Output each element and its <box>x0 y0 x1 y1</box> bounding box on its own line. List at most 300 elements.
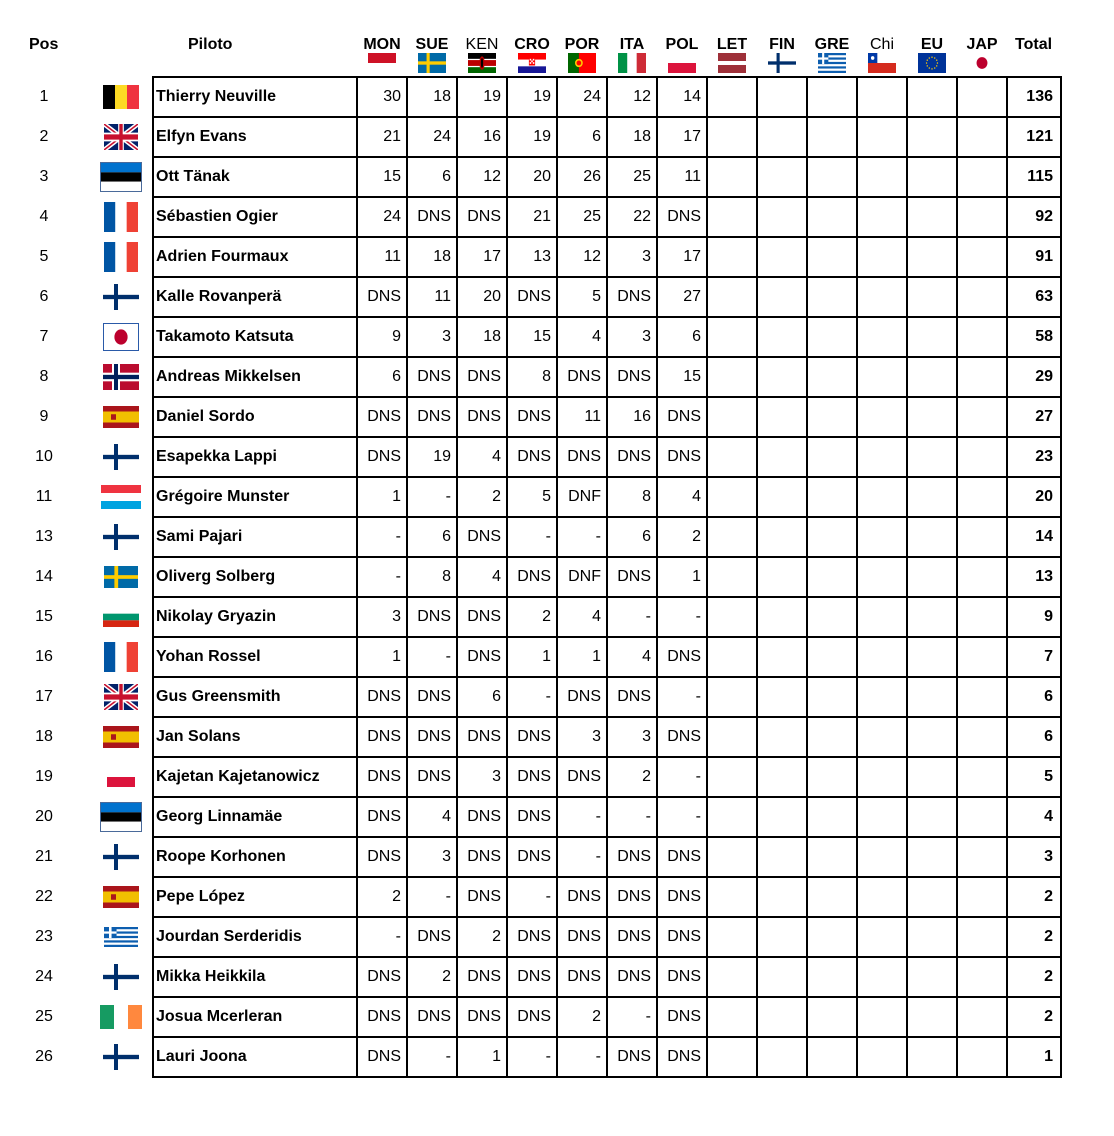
result-cell-ita: DNS <box>617 568 651 585</box>
result-cell-por: 2 <box>592 1008 601 1025</box>
finland-flag-icon <box>103 284 139 310</box>
result-cell-let <box>707 237 751 277</box>
result-cell-gre <box>807 77 851 117</box>
table-row <box>0 357 1114 397</box>
result-cell-let <box>707 397 751 437</box>
result-cell-sue: 8 <box>442 568 451 585</box>
result-cell-let <box>707 917 751 957</box>
result-cell-ken: DNS <box>467 208 501 225</box>
result-cell-let <box>707 957 751 997</box>
driver-name: Pepe López <box>156 888 245 905</box>
row-position: 17 <box>35 688 53 705</box>
result-cell-ken: 17 <box>483 248 501 265</box>
result-cell-cro: DNS <box>517 1008 551 1025</box>
result-cell-jap <box>957 317 1001 357</box>
row-position: 18 <box>35 728 53 745</box>
finland-flag-icon <box>103 444 139 470</box>
result-cell-chi <box>857 477 901 517</box>
row-position: 24 <box>35 968 53 985</box>
driver-name: Adrien Fourmaux <box>156 248 289 265</box>
result-cell-let <box>707 557 751 597</box>
result-cell-jap <box>957 917 1001 957</box>
result-cell-ita: - <box>645 608 651 625</box>
finland-flag-icon <box>103 1044 139 1070</box>
result-cell-chi <box>857 1037 901 1077</box>
poland-flag-icon <box>107 767 135 787</box>
result-cell-let <box>707 357 751 397</box>
result-cell-eu <box>907 517 951 557</box>
result-cell-mon: 6 <box>392 368 401 385</box>
table-row <box>0 1037 1114 1077</box>
result-cell-jap <box>957 397 1001 437</box>
result-cell-jap <box>957 717 1001 757</box>
result-cell-chi <box>857 397 901 437</box>
result-cell-por: DNS <box>567 888 601 905</box>
result-cell-ita: DNS <box>617 888 651 905</box>
total-points: 14 <box>1035 528 1053 545</box>
result-cell-por: DNS <box>567 688 601 705</box>
row-position: 25 <box>35 1008 53 1025</box>
result-cell-por: 26 <box>583 168 601 185</box>
sweden-flag-icon <box>418 53 446 73</box>
result-cell-ita: DNS <box>617 368 651 385</box>
result-cell-ken: 1 <box>492 1048 501 1065</box>
result-cell-jap <box>957 437 1001 477</box>
result-cell-cro: - <box>545 888 551 905</box>
result-cell-jap <box>957 677 1001 717</box>
table-row <box>0 997 1114 1037</box>
result-cell-fin <box>757 757 801 797</box>
result-cell-jap <box>957 637 1001 677</box>
finland-flag-icon <box>103 844 139 870</box>
result-cell-eu <box>907 197 951 237</box>
result-cell-ita: 12 <box>633 88 651 105</box>
result-cell-ken: 20 <box>483 288 501 305</box>
result-cell-pol: 17 <box>683 128 701 145</box>
result-cell-jap <box>957 597 1001 637</box>
result-cell-sue: 4 <box>442 808 451 825</box>
result-cell-por: DNS <box>567 928 601 945</box>
result-cell-chi <box>857 877 901 917</box>
result-cell-pol: DNS <box>667 1008 701 1025</box>
row-position: 10 <box>35 448 53 465</box>
driver-name: Kalle Rovanperä <box>156 288 282 305</box>
estonia-flag-icon <box>100 802 142 832</box>
result-cell-ita: 18 <box>633 128 651 145</box>
result-cell-ken: DNS <box>467 728 501 745</box>
result-cell-ita: 3 <box>642 328 651 345</box>
result-cell-jap <box>957 557 1001 597</box>
result-cell-jap <box>957 757 1001 797</box>
result-cell-sue: DNS <box>417 608 451 625</box>
result-cell-let <box>707 517 751 557</box>
result-cell-pol: - <box>695 808 701 825</box>
driver-name: Andreas Mikkelsen <box>156 368 301 385</box>
chile-flag-icon <box>868 53 896 73</box>
total-points: 29 <box>1035 368 1053 385</box>
table-row <box>0 157 1114 197</box>
result-cell-chi <box>857 637 901 677</box>
header-rally-cro: CRO <box>514 36 550 53</box>
result-cell-sue: 18 <box>433 248 451 265</box>
result-cell-fin <box>757 237 801 277</box>
result-cell-jap <box>957 277 1001 317</box>
result-cell-eu <box>907 357 951 397</box>
result-cell-cro: 13 <box>533 248 551 265</box>
result-cell-eu <box>907 717 951 757</box>
row-position: 22 <box>35 888 53 905</box>
result-cell-por: - <box>595 848 601 865</box>
row-position: 3 <box>39 168 49 185</box>
driver-name: Roope Korhonen <box>156 848 286 865</box>
row-position: 8 <box>39 368 49 385</box>
result-cell-fin <box>757 397 801 437</box>
result-cell-pol: DNS <box>667 848 701 865</box>
result-cell-let <box>707 477 751 517</box>
result-cell-mon: 11 <box>384 248 401 265</box>
result-cell-mon: DNS <box>367 728 401 745</box>
result-cell-jap <box>957 157 1001 197</box>
row-position: 23 <box>35 928 53 945</box>
header-rally-mon: MON <box>363 36 401 53</box>
result-cell-gre <box>807 517 851 557</box>
united-kingdom-flag-icon <box>104 124 138 150</box>
france-flag-icon <box>104 242 138 272</box>
driver-name: Georg Linnamäe <box>156 808 283 825</box>
result-cell-cro: 5 <box>542 488 551 505</box>
result-cell-eu <box>907 757 951 797</box>
result-cell-ita: DNS <box>617 288 651 305</box>
result-cell-mon: DNS <box>367 768 401 785</box>
result-cell-let <box>707 77 751 117</box>
result-cell-chi <box>857 357 901 397</box>
result-cell-pol: DNS <box>667 968 701 985</box>
total-points: 92 <box>1035 208 1053 225</box>
table-row <box>0 397 1114 437</box>
driver-name: Jourdan Serderidis <box>156 928 302 945</box>
result-cell-mon: DNS <box>367 968 401 985</box>
finland-flag-icon <box>768 53 796 73</box>
result-cell-cro: DNS <box>517 848 551 865</box>
result-cell-gre <box>807 477 851 517</box>
result-cell-por: 4 <box>592 328 601 345</box>
result-cell-cro: 21 <box>533 208 551 225</box>
result-cell-ken: 2 <box>492 928 501 945</box>
result-cell-chi <box>857 277 901 317</box>
result-cell-sue: 3 <box>442 328 451 345</box>
result-cell-chi <box>857 917 901 957</box>
row-position: 6 <box>39 288 49 305</box>
result-cell-ita: DNS <box>617 448 651 465</box>
result-cell-ita: DNS <box>617 928 651 945</box>
header-driver: Piloto <box>188 36 233 53</box>
result-cell-gre <box>807 277 851 317</box>
row-position: 4 <box>39 208 49 225</box>
total-points: 91 <box>1035 248 1053 265</box>
header-rally-ken: KEN <box>465 36 499 53</box>
driver-name: Elfyn Evans <box>156 128 247 145</box>
driver-name: Thierry Neuville <box>156 88 277 105</box>
result-cell-mon: - <box>395 568 401 585</box>
result-cell-ita: - <box>645 1008 651 1025</box>
row-position: 5 <box>39 248 49 265</box>
result-cell-let <box>707 597 751 637</box>
result-cell-sue: 11 <box>434 288 451 305</box>
result-cell-gre <box>807 397 851 437</box>
result-cell-cro: DNS <box>517 928 551 945</box>
total-points: 2 <box>1044 1008 1053 1025</box>
result-cell-por: - <box>595 528 601 545</box>
result-cell-let <box>707 117 751 157</box>
result-cell-por: DNF <box>568 568 601 585</box>
result-cell-chi <box>857 437 901 477</box>
result-cell-jap <box>957 957 1001 997</box>
result-cell-jap <box>957 77 1001 117</box>
result-cell-gre <box>807 637 851 677</box>
spain-flag-icon <box>103 406 139 428</box>
result-cell-fin <box>757 637 801 677</box>
driver-name: Esapekka Lappi <box>156 448 277 465</box>
result-cell-por: DNS <box>567 448 601 465</box>
result-cell-chi <box>857 957 901 997</box>
result-cell-pol: DNS <box>667 1048 701 1065</box>
result-cell-ken: 2 <box>492 488 501 505</box>
result-cell-let <box>707 197 751 237</box>
greece-flag-icon <box>104 927 138 947</box>
result-cell-let <box>707 717 751 757</box>
result-cell-sue: 24 <box>433 128 451 145</box>
table-row <box>0 717 1114 757</box>
result-cell-ken: 3 <box>492 768 501 785</box>
result-cell-jap <box>957 517 1001 557</box>
result-cell-mon: 30 <box>383 88 401 105</box>
result-cell-por: DNS <box>567 368 601 385</box>
result-cell-ita: 3 <box>642 728 651 745</box>
total-points: 5 <box>1044 768 1053 785</box>
result-cell-mon: DNS <box>367 1048 401 1065</box>
result-cell-fin <box>757 557 801 597</box>
ireland-flag-icon <box>100 1005 142 1029</box>
result-cell-mon: 1 <box>392 488 401 505</box>
result-cell-chi <box>857 837 901 877</box>
result-cell-pol: DNS <box>667 888 701 905</box>
result-cell-fin <box>757 837 801 877</box>
finland-flag-icon <box>103 964 139 990</box>
result-cell-eu <box>907 997 951 1037</box>
table-row <box>0 277 1114 317</box>
result-cell-pol: - <box>695 768 701 785</box>
result-cell-let <box>707 877 751 917</box>
header-rally-pol: POL <box>665 36 699 53</box>
result-cell-por: 11 <box>584 408 601 425</box>
result-cell-jap <box>957 357 1001 397</box>
result-cell-cro: DNS <box>517 288 551 305</box>
result-cell-gre <box>807 357 851 397</box>
driver-name: Sami Pajari <box>156 528 243 545</box>
result-cell-sue: DNS <box>417 928 451 945</box>
result-cell-let <box>707 637 751 677</box>
result-cell-ita: 4 <box>642 648 651 665</box>
result-cell-fin <box>757 437 801 477</box>
total-points: 4 <box>1044 808 1053 825</box>
result-cell-gre <box>807 157 851 197</box>
result-cell-cro: - <box>545 528 551 545</box>
driver-name: Kajetan Kajetanowicz <box>156 768 320 785</box>
united-kingdom-flag-icon <box>104 684 138 710</box>
result-cell-eu <box>907 277 951 317</box>
result-cell-pol: DNS <box>667 728 701 745</box>
result-cell-chi <box>857 197 901 237</box>
result-cell-chi <box>857 157 901 197</box>
result-cell-let <box>707 757 751 797</box>
result-cell-gre <box>807 877 851 917</box>
result-cell-let <box>707 797 751 837</box>
row-position: 7 <box>39 328 49 345</box>
result-cell-cro: DNS <box>517 568 551 585</box>
result-cell-cro: 2 <box>542 608 551 625</box>
result-cell-mon: 1 <box>392 648 401 665</box>
luxembourg-flag-icon <box>101 485 141 509</box>
table-row <box>0 477 1114 517</box>
result-cell-gre <box>807 437 851 477</box>
result-cell-mon: - <box>395 928 401 945</box>
driver-name: Nikolay Gryazin <box>156 608 277 625</box>
result-cell-cro: - <box>545 1048 551 1065</box>
driver-name: Daniel Sordo <box>156 408 255 425</box>
result-cell-fin <box>757 917 801 957</box>
total-points: 13 <box>1035 568 1053 585</box>
result-cell-gre <box>807 557 851 597</box>
table-row <box>0 637 1114 677</box>
driver-name: Ott Tänak <box>156 168 230 185</box>
header-rally-eu: EU <box>920 36 944 53</box>
total-points: 3 <box>1044 848 1053 865</box>
result-cell-por: 24 <box>583 88 601 105</box>
result-cell-jap <box>957 237 1001 277</box>
row-position: 13 <box>35 528 53 545</box>
greece-flag-icon <box>818 53 846 73</box>
result-cell-ken: 18 <box>483 328 501 345</box>
total-points: 2 <box>1044 968 1053 985</box>
result-cell-cro: 8 <box>542 368 551 385</box>
result-cell-cro: DNS <box>517 728 551 745</box>
france-flag-icon <box>104 202 138 232</box>
result-cell-fin <box>757 677 801 717</box>
result-cell-fin <box>757 277 801 317</box>
result-cell-pol: 11 <box>684 168 701 185</box>
result-cell-fin <box>757 957 801 997</box>
result-cell-cro: 1 <box>542 648 551 665</box>
result-cell-jap <box>957 997 1001 1037</box>
result-cell-jap <box>957 837 1001 877</box>
result-cell-sue: 6 <box>442 528 451 545</box>
result-cell-sue: 6 <box>442 168 451 185</box>
result-cell-gre <box>807 917 851 957</box>
header-rally-gre: GRE <box>814 36 850 53</box>
result-cell-pol: - <box>695 688 701 705</box>
result-cell-eu <box>907 477 951 517</box>
result-cell-gre <box>807 237 851 277</box>
table-row <box>0 677 1114 717</box>
result-cell-ken: DNS <box>467 528 501 545</box>
poland-flag-icon <box>668 53 696 73</box>
total-points: 1 <box>1044 1048 1053 1065</box>
spain-flag-icon <box>103 726 139 748</box>
eu-flag-icon <box>918 53 946 73</box>
result-cell-ken: 16 <box>483 128 501 145</box>
result-cell-mon: DNS <box>367 1008 401 1025</box>
total-points: 63 <box>1035 288 1053 305</box>
result-cell-fin <box>757 197 801 237</box>
result-cell-eu <box>907 237 951 277</box>
row-position: 1 <box>39 88 49 105</box>
result-cell-fin <box>757 157 801 197</box>
result-cell-fin <box>757 1037 801 1077</box>
result-cell-eu <box>907 317 951 357</box>
header-pos: Pos <box>29 36 59 53</box>
result-cell-chi <box>857 517 901 557</box>
result-cell-chi <box>857 117 901 157</box>
result-cell-eu <box>907 77 951 117</box>
result-cell-ken: DNS <box>467 1008 501 1025</box>
result-cell-eu <box>907 557 951 597</box>
result-cell-ita: 3 <box>642 248 651 265</box>
row-position: 11 <box>35 488 53 505</box>
result-cell-chi <box>857 797 901 837</box>
sweden-flag-icon <box>104 566 138 588</box>
total-points: 2 <box>1044 928 1053 945</box>
result-cell-jap <box>957 477 1001 517</box>
result-cell-cro: DNS <box>517 408 551 425</box>
result-cell-eu <box>907 677 951 717</box>
result-cell-sue: 19 <box>433 448 451 465</box>
result-cell-gre <box>807 597 851 637</box>
result-cell-por: - <box>595 1048 601 1065</box>
result-cell-mon: DNS <box>367 808 401 825</box>
result-cell-chi <box>857 77 901 117</box>
result-cell-ken: DNS <box>467 608 501 625</box>
result-cell-chi <box>857 597 901 637</box>
result-cell-ita: 8 <box>642 488 651 505</box>
table-row <box>0 197 1114 237</box>
result-cell-let <box>707 317 751 357</box>
italy-flag-icon <box>618 53 646 73</box>
result-cell-fin <box>757 597 801 637</box>
result-cell-pol: 14 <box>683 88 701 105</box>
table-row <box>0 837 1114 877</box>
result-cell-ken: 4 <box>492 448 501 465</box>
result-cell-pol: DNS <box>667 648 701 665</box>
result-cell-ita: DNS <box>617 1048 651 1065</box>
header-total: Total <box>1015 36 1053 53</box>
result-cell-por: 1 <box>592 648 601 665</box>
result-cell-por: 3 <box>592 728 601 745</box>
result-cell-por: DNS <box>567 768 601 785</box>
total-points: 9 <box>1044 608 1053 625</box>
driver-name: Oliverg Solberg <box>156 568 276 585</box>
latvia-flag-icon <box>718 53 746 73</box>
result-cell-jap <box>957 197 1001 237</box>
driver-name: Takamoto Katsuta <box>156 328 294 345</box>
result-cell-cro: 15 <box>533 328 551 345</box>
result-cell-ita: 25 <box>633 168 651 185</box>
result-cell-mon: 21 <box>383 128 401 145</box>
result-cell-fin <box>757 77 801 117</box>
result-cell-ita: 16 <box>633 408 651 425</box>
result-cell-chi <box>857 237 901 277</box>
row-position: 19 <box>35 768 53 785</box>
result-cell-ken: DNS <box>467 968 501 985</box>
